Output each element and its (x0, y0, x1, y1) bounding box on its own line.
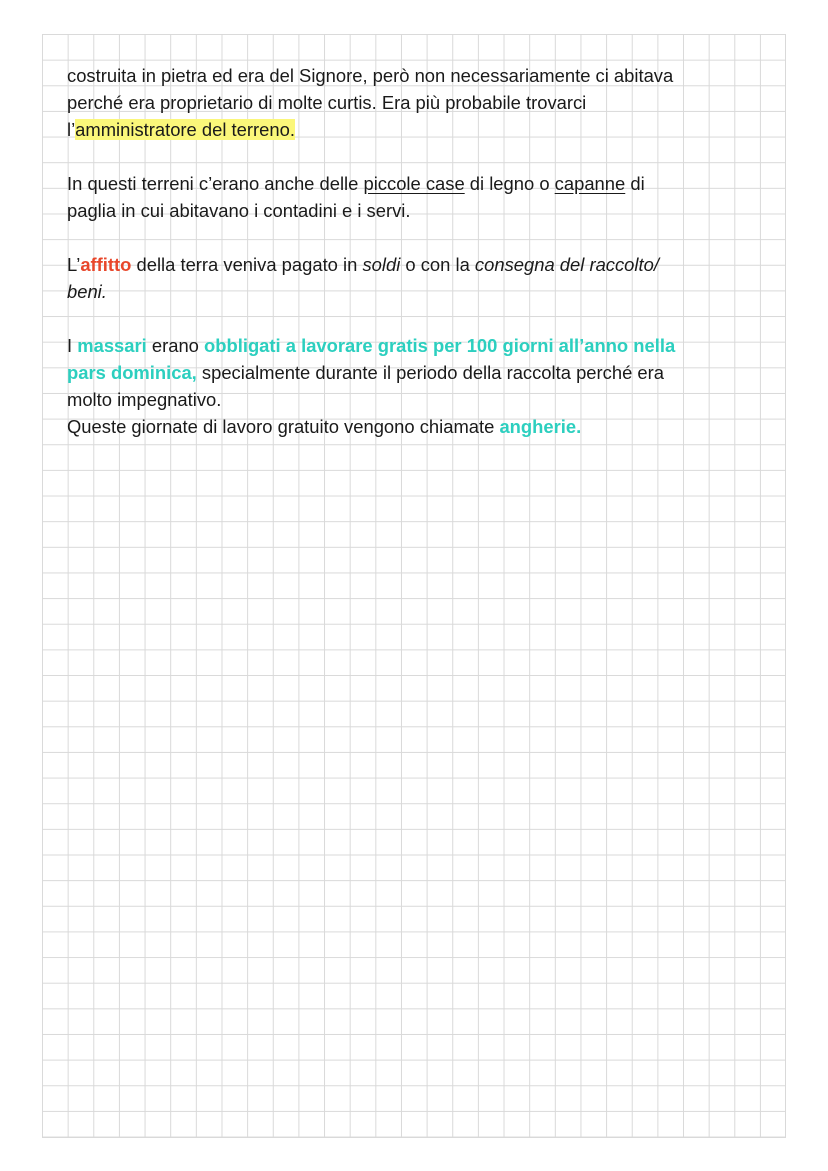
note-text (67, 62, 757, 467)
text-fragment: I (67, 335, 78, 356)
text-fragment: erano (146, 335, 205, 356)
teal-term: pars dominica, (67, 362, 197, 383)
italic-term: beni. (67, 281, 107, 302)
text-line: perché era proprietario di molte curtis. Era più probabile trovarci (67, 92, 587, 113)
italic-term: soldi (362, 254, 401, 275)
text-fragment: l’ (67, 119, 76, 140)
paragraph-angherie (67, 413, 757, 440)
text-fragment: o con la (400, 254, 475, 275)
text-fragment: L’ (67, 254, 81, 275)
teal-term: obbligati a lavorare gratis per 100 giorni all’anno nella (204, 335, 676, 356)
italic-term: consegna del raccolto/ (474, 254, 659, 275)
text-line: paglia in cui abitavano i contadini e i servi. (67, 200, 411, 221)
paragraph-massari (67, 332, 757, 413)
text-fragment: di (625, 173, 645, 194)
text-line: costruita in pietra ed era del Signore, però non necessariamente ci abitava (67, 65, 674, 86)
underlined-term: piccole case (363, 173, 465, 194)
text-fragment: della terra veniva pagato in (131, 254, 363, 275)
paragraph-houses (67, 170, 757, 224)
teal-term: angherie. (499, 416, 582, 437)
highlighted-term: amministratore del terreno. (75, 119, 295, 140)
paragraph-rent (67, 251, 757, 305)
text-fragment: di legno o (464, 173, 555, 194)
text-fragment: specialmente durante il periodo della raccolta perché era (196, 362, 664, 383)
text-fragment: In questi terreni c’erano anche delle (67, 173, 364, 194)
text-line: molto impegnativo. (67, 389, 222, 410)
teal-term: massari (77, 335, 147, 356)
red-term: affitto (80, 254, 132, 275)
paragraph-curtis (67, 62, 757, 143)
underlined-term: capanne (554, 173, 626, 194)
text-fragment: Queste giornate di lavoro gratuito vengono chiamate (67, 416, 500, 437)
